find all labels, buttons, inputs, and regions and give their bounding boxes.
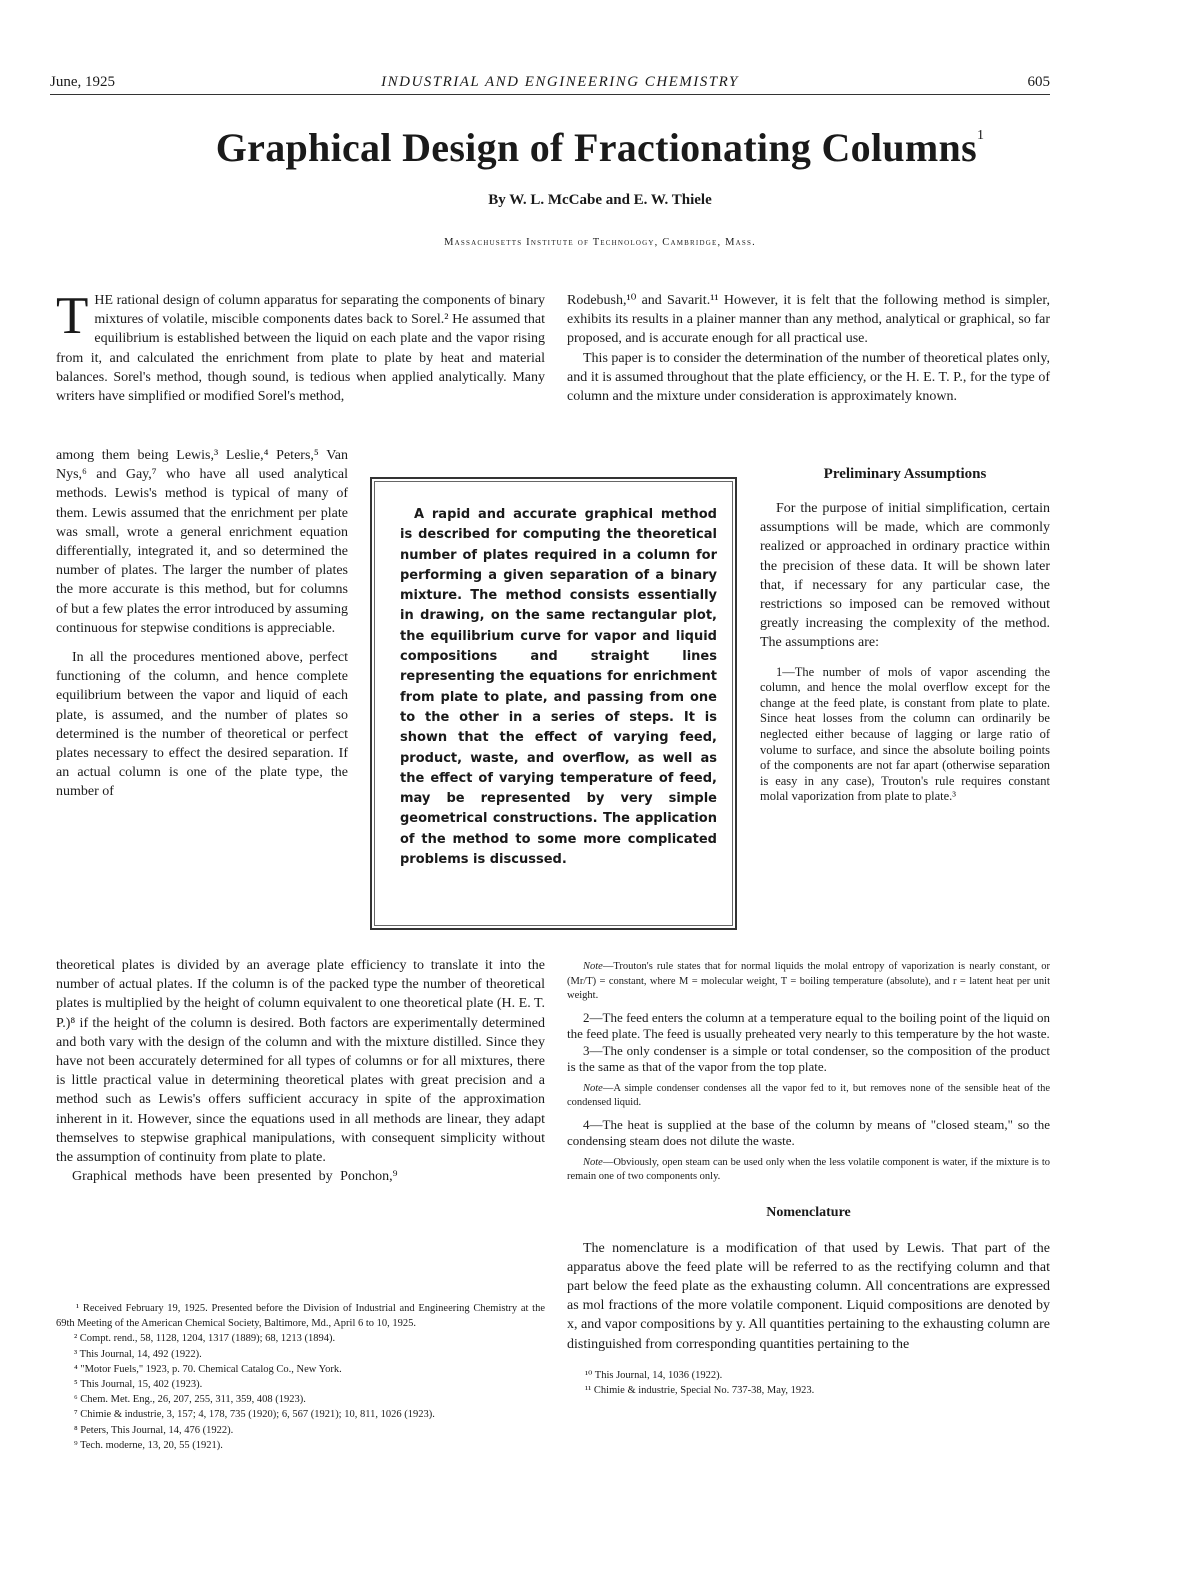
footnote-4: ⁴ "Motor Fuels," 1923, p. 70. Chemical Catalog Co., New York. [74,1363,342,1375]
assumptions-heading: Preliminary Assumptions [823,466,987,482]
note-label: Note [583,1156,603,1168]
scope-paragraph: This paper is to consider the determination of the number of theoretical plates only, and it is assumed throughout that the plate efficiency, or the H. E. T. P., for the type of column and the mixture under consideration is approximately known. [567,350,1050,405]
drop-cap: T [56,287,89,345]
abstract-box [370,477,737,930]
note-steam [567,1156,1050,1185]
article-title-text: Graphical Design of Fractionating Columns [215,125,977,170]
title-footnote-marker: 1 [976,128,985,143]
footnote-8: ⁸ Peters, This Journal, 14, 476 (1922). [74,1424,234,1436]
procedures-paragraph-continued: theoretical plates is divided by an average plate efficiency to translate it into the number of actual plates. If the column is of the packed type the number of theoretical plates is multiplied by the height of column equivalent to one theoretical plate (H. E. T. P.)⁸ if the height of the column is desired. Both factors are experimentally determined and both vary with the design of the column and with the mixture distilled. Since they have not been accurately determined for all types of columns or for all mixtures, there is little practical value in determining theoretical plates with great precision and a method such as Lewis's offers sufficient accuracy in spite of the approximation inherent in it. However, since the equations used in all methods are linear, they adapt themselves to stepwise graphical manipulations, with consequent simplicity without the assumption of continuity from plate to plate. [56,958,545,1166]
assumption-4: 4—The heat is supplied at the base of the column by means of "closed steam," so the condensing steam does not dilute the waste. [567,1116,1050,1148]
footnote-3: ³ This Journal, 14, 492 (1922). [74,1348,202,1360]
note-label: Note [583,961,603,972]
lower-left-block [56,956,545,1186]
note-trouton-text: —Trouton's rule states that for normal liquids the molal entropy of vaporization is nearly constant, or (Mr/T) = constant, where M = molecular weight, T = boiling temperature (absolute), and r = latent heat per unit weight. [567,961,1050,1001]
note-trouton [567,960,1050,1004]
nomenclature-paragraph: The nomenclature is a modification of that used by Lewis. That part of the apparatus above the feed plate will be referred to as the rectifying column and that part below the feed plate as the exhausting column. All concentrations are expressed as mol fractions of the more volatile component. Liquid compositions are denoted by x, and vapor compositions by y. All quantities pertaining to the exhausting column are distinguished from corresponding quantities pertaining to the [567,1240,1050,1352]
intro-paragraph-continued: among them being Lewis,³ Leslie,⁴ Peters,⁵ Van Nys,⁶ and Gay,⁷ who have all used analytical methods. Lewis's method is typical of many of them. Lewis assumed that the enrichment per plate was small, wrote a general enrichment equation differentially, integrated it, and so determined the number of plates. The larger the number of plates the more accurate is this method, but for columns of but a few plates the error introduced by assuming continuous for stepwise conditions is appreciable. [56,448,348,636]
right-lower-block [567,960,1050,1398]
byline: By W. L. McCabe and E. W. Thiele [488,192,712,208]
article-title [0,124,1200,171]
running-header-date: June, 1925 [50,74,115,90]
note-steam-text: —Obviously, open steam can be used only when the less volatile component is water, if the mixture is to remain one of two components only. [567,1156,1050,1182]
footnote-9: ⁹ Tech. moderne, 13, 20, 55 (1921). [74,1439,223,1451]
nomenclature-heading: Nomenclature [766,1204,851,1220]
footnote-10: ¹⁰ This Journal, 14, 1036 (1922). [585,1369,723,1381]
note-label: Note [583,1082,603,1094]
assumptions-intro: For the purpose of initial simplification, certain assumptions will be made, which are commonly realized or approached in ordinary practice within the precision of these data. It will be shown later that, if necessary for any particular case, the restrictions so imposed can be removed without greatly increasing the complexity of the method. The assumptions are: [760,501,1050,651]
note-condenser-text: —A simple condenser condenses all the vapor fed to it, but removes none of the sensible heat of the condensed liquid. [567,1082,1050,1108]
footnote-5: ⁵ This Journal, 15, 402 (1923). [74,1379,203,1391]
page-number: 605 [1027,74,1050,90]
intro-block [56,287,545,406]
header-rule [50,94,1050,95]
graphical-methods-paragraph: Graphical methods have been presented by Ponchon,⁹ [72,1169,398,1185]
footnote-7: ⁷ Chimie & industrie, 3, 157; 4, 178, 735 (1920); 6, 567 (1921); 10, 811, 1026 (1923). [74,1409,435,1421]
running-header-journal: INDUSTRIAL AND ENGINEERING CHEMISTRY [381,74,739,90]
footnote-6: ⁶ Chem. Met. Eng., 26, 207, 255, 311, 359, 408 (1923). [74,1394,306,1406]
footnotes-left [56,1301,545,1453]
procedures-paragraph: In all the procedures mentioned above, perfect functioning of the column, and hence complete equilibrium between the vapor and liquid of each plate, is assumed, and the number of plates so determined is the number of theoretical or perfect plates necessary to effect the desired separation. If an actual column is one of the plate type, the number of [56,650,348,800]
assumption-3: 3—The only condenser is a simple or total condenser, so the composition of the product is the same as that of the vapor from the top plate. [567,1042,1050,1074]
footnote-11: ¹¹ Chimie & industrie, Special No. 737-38, May, 1923. [585,1384,815,1396]
assumption-2: 2—The feed enters the column at a temperature equal to the boiling point of the liquid on the feed plate. The feed is usually preheated very nearly to this temperature by the hot waste. [567,1009,1050,1041]
footnotes-right [567,1368,1050,1398]
intro-paragraph-top: HE rational design of column apparatus for separating the components of binary mixtures of volatile, miscible components dates back to Sorel.² He assumed that equilibrium is established between the liquid on each plate and the vapor rising from it, and calculated the enrichment from plate to plate by heat and material balances. Sorel's method, though sound, is tedious when applied analytically. Many writers have simplified or modified Sorel's method, [56,293,545,405]
intro-paragraph [56,287,545,406]
note-condenser [567,1082,1050,1111]
footnote-1: ¹ Received February 19, 1925. Presented before the Division of Industrial and Engineering Chemistry at the 69th Meeting of the American Chemical Society, Baltimore, Md., April 6 to 10, 1925. [56,1303,545,1330]
assumption-1: 1—The number of mols of vapor ascending the column, and hence the molal overflow except for the change at the feed plate, is constant from plate to plate. Since heat losses from the column can ordinarily be neglected either because of lagging or large ratio of volume to surface, and since the absolute boiling points of the components are not far apart (otherwise separation is easy in any case), Trouton's rule requires constant molal vaporization from plate to plate.³ [760,664,1050,804]
affiliation: Massachusetts Institute of Technology, Cambridge, Mass. [444,237,756,248]
abstract-text: A rapid and accurate graphical method is described for computing the theoretical number of plates required in a column for performing a given separation of a binary mixture. The method consists essentially in drawing, on the same rectangular plot, the equilibrium curve for vapor and liquid compositions and straight lines representing the equations for enrichment from plate to plate, and passing from one to the other in a series of steps. It is shown that the effect of varying feed, product, waste, and overflow, as well as the effect of varying temperature of feed, may be represented by very simple geometrical constructions. The application of the method to some more complicated problems is discussed. [400,507,717,868]
narrow-column [56,446,348,802]
right-top-block [567,291,1050,406]
footnote-2: ² Compt. rend., 58, 1128, 1204, 1317 (1889); 68, 1213 (1894). [74,1333,336,1345]
right-narrow-column [760,466,1050,805]
rodebush-paragraph: Rodebush,¹⁰ and Savarit.¹¹ However, it is felt that the following method is simpler, exhibits its results in a plainer manner than any method, analytical or graphical, so far proposed, and is accurate enough for all practical use. [567,293,1050,347]
